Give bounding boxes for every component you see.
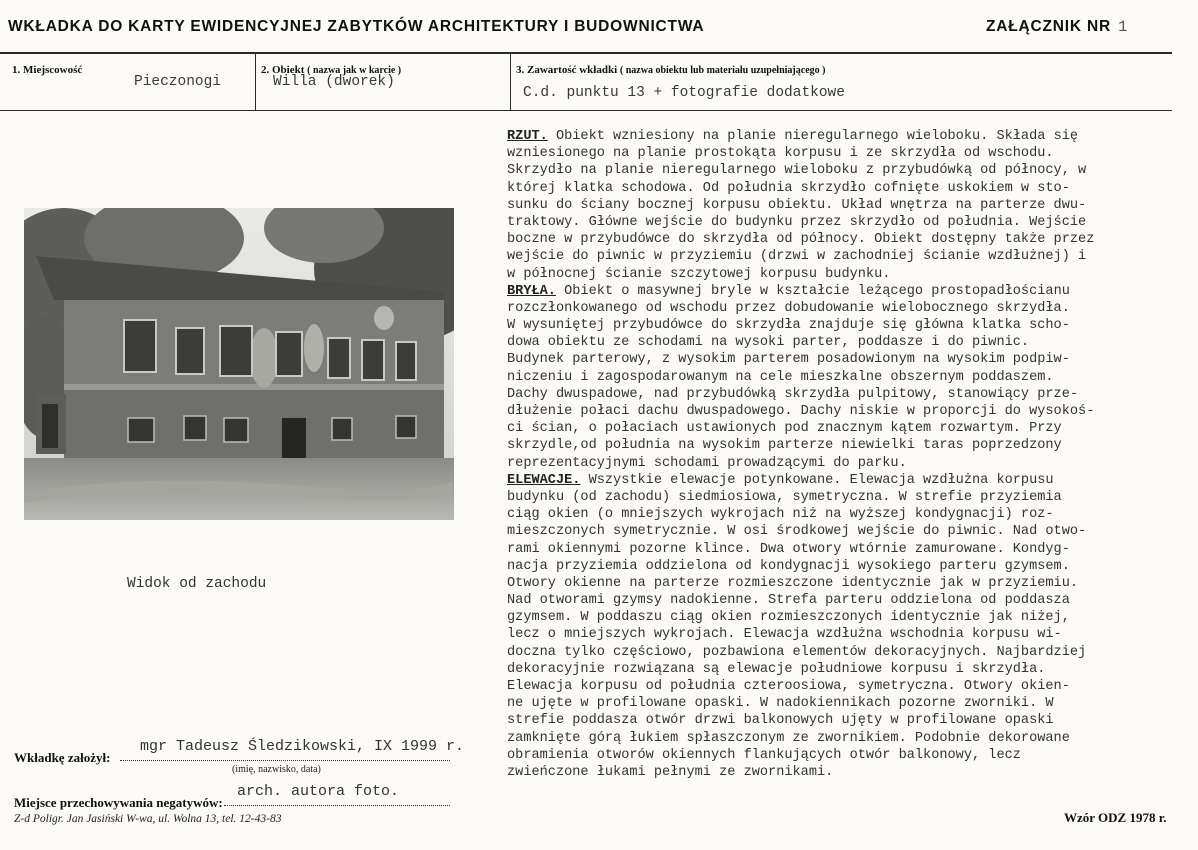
line-text: gzymsem. W poddaszu ciąg okien rozmieszczonych identycznie jak niżej, <box>507 610 1070 626</box>
locality-label: 1. Miejscowość <box>12 64 83 76</box>
text-line <box>507 678 1147 695</box>
text-line <box>507 145 1147 162</box>
text-line <box>507 162 1147 179</box>
line-text: ciąg okien (o mniejszych wykrojach niż na wyższej kondygnacji) roz- <box>507 507 1054 523</box>
text-line <box>507 403 1147 420</box>
line-text: traktowy. Główne wejście do budynku przez skrzydło od południa. Wejście <box>507 214 1087 230</box>
section-heading: BRYŁA. <box>507 283 556 299</box>
text-line <box>507 541 1147 558</box>
negatives-label: Miejsce przechowywania negatywów: <box>14 795 223 810</box>
field-divider-1 <box>255 53 256 110</box>
photo-caption: Widok od zachodu <box>127 576 267 592</box>
object-value: Willa (dworek) <box>273 74 395 90</box>
contents-label-text: 3. Zawartość wkładki <box>516 64 618 76</box>
line-text: reprezentacyjnymi schodami prowadzącymi do parku. <box>507 455 907 471</box>
form-identifier: Wzór ODZ 1978 r. <box>1064 810 1167 825</box>
line-text: ci ścian, o połaciach ustawionych pod znacznym kątem rozwartym. Przy <box>507 421 1062 437</box>
text-line <box>507 644 1147 661</box>
text-line <box>507 197 1147 214</box>
founder-hint: (imię, nazwisko, data) <box>232 764 321 775</box>
line-text: Dachy dwuspadowe, nad przybudówką skrzydła pulpitowy, stanowiący prze- <box>507 386 1079 402</box>
section-heading: ELEWACJE. <box>507 472 581 488</box>
text-line <box>507 128 1147 145</box>
contents-value: C.d. punktu 13 + fotografie dodatkowe <box>523 85 845 101</box>
line-text: sunku do ściany bocznej korpusu obiektu. Układ wnętrza na parterze dwu- <box>507 197 1087 213</box>
text-line <box>507 472 1147 489</box>
line-text: rozczłonkowanego od wschodu przez dobudowanie wielobocznego skrzydła. <box>507 300 1070 316</box>
text-line <box>507 300 1147 317</box>
line-text: w północnej ścianie szczytowej korpusu budynku. <box>507 266 891 282</box>
negatives-dotted-line <box>224 805 450 806</box>
line-text: wzniesionego na planie prostokąta korpusu i ze skrzydła od wschodu. <box>507 146 1054 162</box>
founder-value: mgr Tadeusz Śledzikowski, IX 1999 r. <box>140 738 465 755</box>
line-text: obramienia otworów okiennych flankujących otwór balkonowy, lecz <box>507 747 1021 763</box>
field-divider-2 <box>510 53 511 110</box>
line-text: której klatka schodowa. Od południa skrzydło cofnięte uskokiem w sto- <box>507 180 1070 196</box>
founder-label: Wkładkę założył: <box>14 750 111 765</box>
line-text: doczna tylko częściowo, pozbawiona elementów dekoracyjnych. Najbardziej <box>507 644 1087 660</box>
text-line <box>507 437 1147 454</box>
object-label-text: 2. Obiekt <box>261 64 305 76</box>
header-rule-top <box>0 52 1172 54</box>
text-line <box>507 489 1147 506</box>
line-text: ne ujęte w profilowane opaski. W nadokiennikach pozorne zworniki. W <box>507 696 1054 712</box>
contents-label-note: ( nazwa obiektu lub materiału uzupełniającego ) <box>619 65 826 76</box>
line-text: dowa obiektu ze schodami na wysoki parter, poddasze i do piwnic. <box>507 335 1030 351</box>
text-line <box>507 592 1147 609</box>
line-text: zamknięte górą łukiem spłaszczonym ze zwornikiem. Podobnie dekorowane <box>507 730 1070 746</box>
text-line <box>507 351 1147 368</box>
line-text: Budynek parterowy, z wysokim parterem posadowionym na wysokim podpiw- <box>507 352 1070 368</box>
text-line <box>507 214 1147 231</box>
text-line <box>507 266 1147 283</box>
line-text: lecz o mniejszych wykrojach. Elewacja wzdłużna wschodnia korpusu wi- <box>507 627 1062 643</box>
text-line <box>507 764 1147 781</box>
text-line <box>507 661 1147 678</box>
header-rule-bottom <box>0 110 1172 111</box>
text-line <box>507 695 1147 712</box>
text-line <box>507 283 1147 300</box>
negatives-value: arch. autora foto. <box>237 783 400 800</box>
line-text: dekoracyjnie rozwiązana są elewacje południowe korpusu i skrzydła. <box>507 661 1046 677</box>
text-line <box>507 609 1147 626</box>
annex-label <box>986 18 1128 36</box>
text-line <box>507 420 1147 437</box>
line-text: Wszystkie elewacje potynkowane. Elewacja wzdłużna korpusu <box>580 472 1054 488</box>
line-text: Skrzydło na planie nieregularnego wieloboku z przybudówką od północy, w <box>507 163 1087 179</box>
line-text: budynku (od zachodu) siedmiosiowa, symetryczna. W strefie przyziemia <box>507 489 1062 505</box>
description-text <box>507 128 1147 781</box>
text-line <box>507 386 1147 403</box>
text-line <box>507 506 1147 523</box>
text-line <box>507 369 1147 386</box>
document-title: WKŁADKA DO KARTY EWIDENCYJNEJ ZABYTKÓW ARCHITEKTURY I BUDOWNICTWA <box>8 18 705 35</box>
line-text: Otwory okienne na parterze rozmieszczone identycznie jak w przyziemiu. <box>507 575 1079 591</box>
text-line <box>507 317 1147 334</box>
text-line <box>507 180 1147 197</box>
text-line <box>507 523 1147 540</box>
contents-label <box>516 64 825 76</box>
line-text: mieszczonych symetrycznie. W osi środkowej wejście do piwnic. Nad otwo- <box>507 524 1087 540</box>
line-text: rami okiennymi pozorne klince. Dwa otwory wtórnie zamurowane. Kondyg- <box>507 541 1070 557</box>
text-line <box>507 455 1147 472</box>
object-label-note: ( nazwa jak w karcie ) <box>307 65 402 76</box>
text-line <box>507 747 1147 764</box>
line-text: nacja przyziemia oddzielona od kondygnacji wysokiego parteru gzymsem. <box>507 558 1070 574</box>
line-text: W wysuniętej przybudówce do skrzydła znajduje się główna klatka scho- <box>507 318 1070 334</box>
text-line <box>507 575 1147 592</box>
text-line <box>507 730 1147 747</box>
line-text: Obiekt wzniesiony na planie nieregularnego wieloboku. Składa się <box>547 129 1079 144</box>
text-line <box>507 334 1147 351</box>
line-text: dłużenie połaci dachu dwuspadowego. Dachy niskie w proporcji do wysokoś- <box>507 404 1095 419</box>
founder-dotted-line <box>120 760 450 761</box>
printer-imprint: Z-d Poligr. Jan Jasiński W-wa, ul. Wolna 13, tel. 12-43-83 <box>14 813 282 825</box>
text-line <box>507 712 1147 729</box>
line-text: zwieńczone łukami pełnymi ze zwornikami. <box>507 764 834 780</box>
line-text: niczeniu i zagospodarowanym na cele mieszkalne obszernym poddaszem. <box>507 369 1054 385</box>
line-text: strefie poddasza otwór drzwi balkonowych ujęty w profilowane opaski <box>507 713 1054 729</box>
line-text: Nad otworami gzymsy nadokienne. Strefa parteru oddzielona od poddasza <box>507 593 1070 609</box>
section-heading: RZUT. <box>507 129 548 144</box>
annex-label-text: ZAŁĄCZNIK NR <box>986 18 1111 35</box>
text-line <box>507 626 1147 643</box>
locality-value: Pieczonogi <box>134 74 222 90</box>
text-line <box>507 248 1147 265</box>
line-text: Elewacja korpusu od południa czteroosiowa, symetryczna. Otwory okien- <box>507 679 1070 694</box>
annex-number: 1 <box>1118 18 1129 36</box>
text-line <box>507 558 1147 575</box>
text-line <box>507 231 1147 248</box>
line-text: wejście do piwnic w przyziemiu (drzwi w zachodniej ścianie wzdłużnej) i <box>507 249 1087 265</box>
line-text: boczne w przybudówce do skrzydła od północy. Obiekt dostępny także przez <box>507 232 1095 248</box>
line-text: skrzydle,od południa na wysokim parterze niewielki taras poprzedzony <box>507 438 1062 454</box>
line-text: Obiekt o masywnej bryle w kształcie leżącego prostopadłościanu <box>555 283 1070 299</box>
villa-photo <box>24 208 454 520</box>
